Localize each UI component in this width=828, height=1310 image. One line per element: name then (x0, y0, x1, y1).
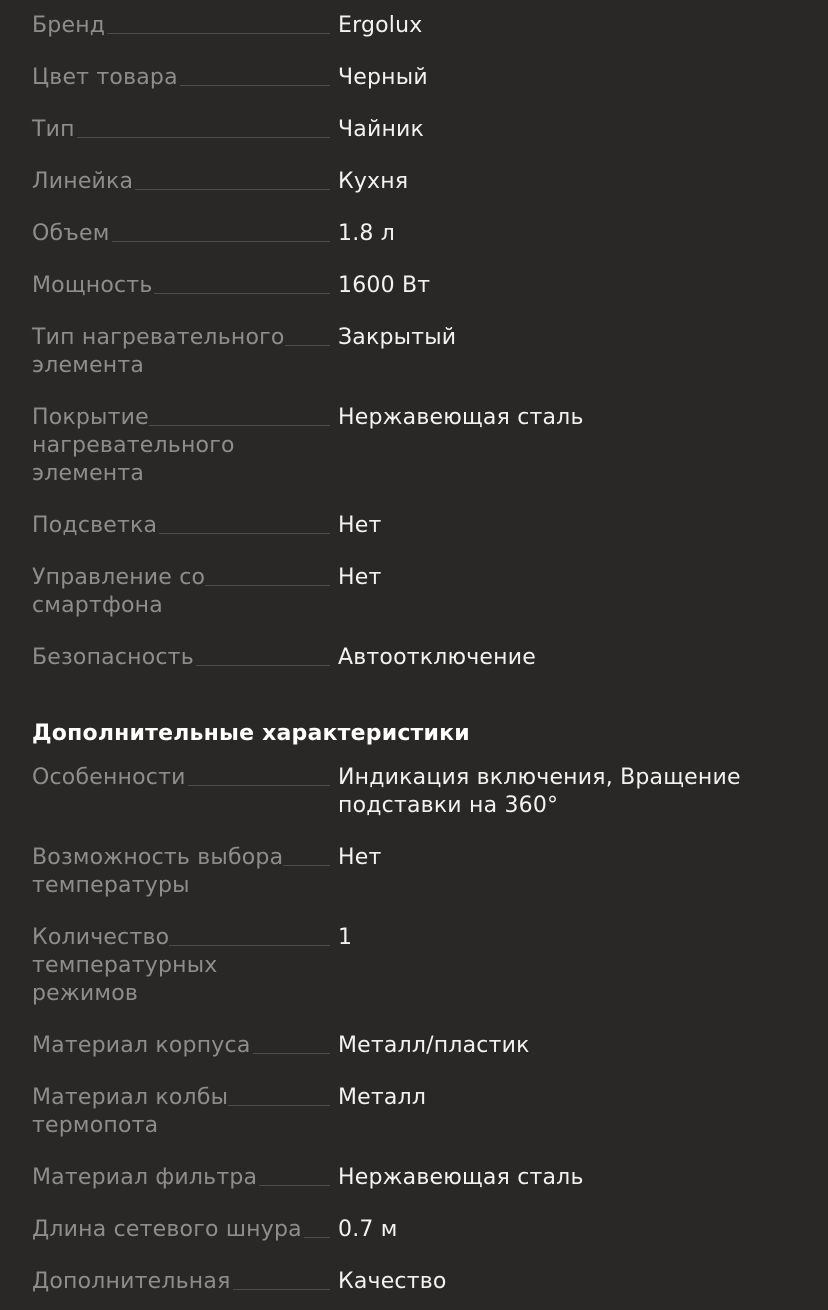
spec-row-temperature-modes (32, 924, 802, 1008)
spec-row-safety (32, 644, 802, 672)
spec-row-flask-material (32, 1084, 802, 1140)
spec-row-type (32, 116, 802, 144)
spec-label: Безопасность (32, 645, 194, 670)
spec-value: Закрытый (338, 325, 457, 350)
spec-label: Покрытие нагревательного элемента (32, 405, 235, 486)
spec-value: Металл (338, 1085, 427, 1110)
spec-row-power (32, 272, 802, 300)
spec-label: Мощность (32, 273, 153, 298)
spec-value: Нет (338, 513, 382, 538)
spec-row-temperature-selection (32, 844, 802, 900)
spec-row-additional (32, 1268, 802, 1296)
spec-value: Нет (338, 565, 382, 590)
spec-value: Нержавеющая сталь (338, 1165, 584, 1190)
section-title-additional: Дополнительные характеристики (32, 721, 470, 746)
spec-row-cord-length (32, 1216, 802, 1244)
spec-value: 1 (338, 925, 353, 950)
spec-value: Чайник (338, 117, 425, 142)
spec-value: Кухня (338, 169, 409, 194)
spec-row-body-material (32, 1032, 802, 1060)
spec-label: Материал колбы термопота (32, 1085, 229, 1138)
spec-row-heating-element-type (32, 324, 802, 380)
spec-value: Нет (338, 845, 382, 870)
spec-row-filter-material (32, 1164, 802, 1192)
spec-label: Линейка (32, 169, 134, 194)
spec-label: Подсветка (32, 513, 158, 538)
spec-value: Нержавеющая сталь (338, 405, 584, 430)
spec-label: Материал корпуса (32, 1033, 251, 1058)
spec-value: Качество (338, 1269, 447, 1294)
spec-label: Управление со смартфона (32, 565, 206, 618)
spec-label: Объем (32, 221, 110, 246)
spec-label: Цвет товара (32, 65, 178, 90)
spec-label: Тип (32, 117, 75, 142)
spec-row-color (32, 64, 802, 92)
spec-row-smartphone-control (32, 564, 802, 620)
spec-row-line (32, 168, 802, 196)
spec-value: Металл/пластик (338, 1033, 530, 1058)
spec-value: 1.8 л (338, 221, 396, 246)
additional-specs (32, 764, 802, 1296)
spec-label: Дополнительная (32, 1269, 231, 1294)
spec-label: Особенности (32, 765, 186, 790)
spec-row-heating-element-coating (32, 404, 802, 488)
spec-row-brand (32, 12, 802, 40)
spec-label: Бренд (32, 13, 106, 38)
spec-label: Возможность выбора температуры (32, 845, 284, 898)
spec-value: Ergolux (338, 13, 423, 38)
spec-row-volume (32, 220, 802, 248)
spec-value: 1600 Вт (338, 273, 431, 298)
spec-value: Индикация включения, Вращение подставки на 360° (338, 765, 741, 818)
spec-value: Автоотключение (338, 645, 536, 670)
spec-row-backlight (32, 512, 802, 540)
spec-label: Материал фильтра (32, 1165, 258, 1190)
main-specs (32, 12, 802, 672)
spec-row-features (32, 764, 802, 820)
spec-label: Тип нагревательного элемента (32, 325, 285, 378)
spec-label: Количество температурных режимов (32, 925, 218, 1006)
spec-value: Черный (338, 65, 428, 90)
spec-label: Длина сетевого шнура (32, 1217, 302, 1242)
spec-value: 0.7 м (338, 1217, 398, 1242)
